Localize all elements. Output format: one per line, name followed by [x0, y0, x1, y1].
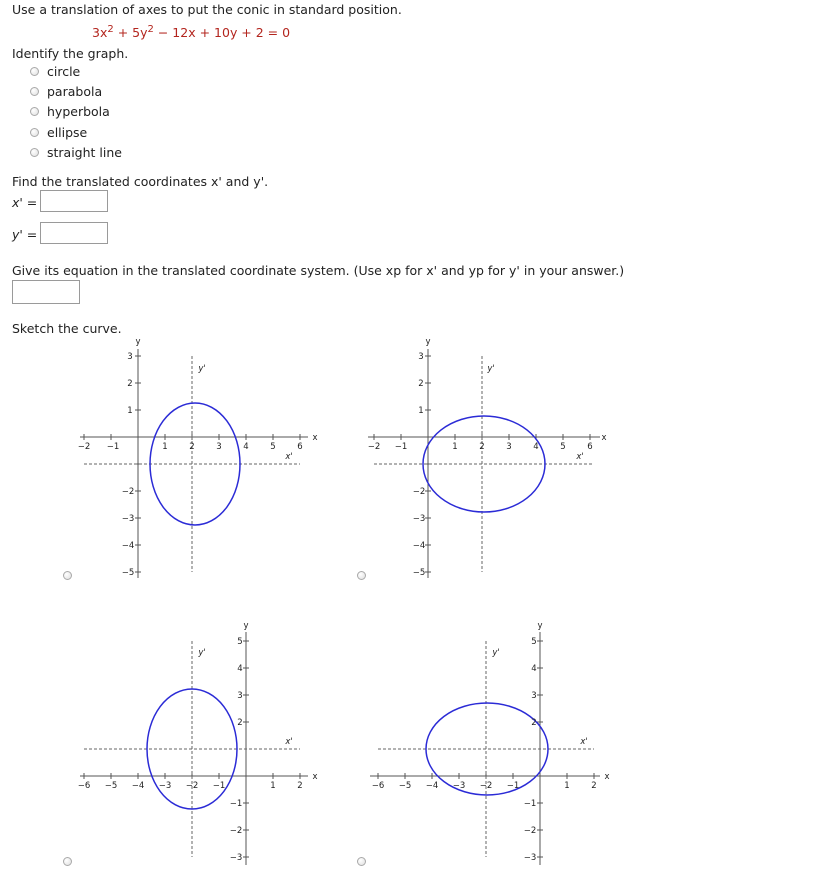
x-axis-label: x — [604, 772, 610, 782]
yprime-label: y' — [198, 648, 206, 658]
x-axis-label: x — [312, 772, 318, 782]
tick-label: −1 — [506, 781, 520, 791]
tick-label: 2 — [591, 781, 597, 791]
tick-label: 3 — [531, 691, 537, 701]
eq-term-2: + 5y — [113, 25, 148, 41]
tick-label: 4 — [237, 664, 243, 674]
eq-exp-1: 2 — [107, 24, 114, 35]
tick-label: −4 — [121, 541, 135, 551]
tick-label: 5 — [237, 637, 243, 647]
tick-label: −4 — [131, 781, 145, 791]
xprime-label: x' = — [12, 195, 38, 210]
tick-label: 6 — [297, 442, 303, 452]
x-axis-label: x — [312, 433, 318, 443]
tick-label: −2 — [523, 826, 537, 836]
y-axis-label: y — [425, 337, 431, 347]
tick-label: 1 — [162, 442, 168, 452]
xprime-label: x' — [285, 452, 293, 462]
sketch-prompt: Sketch the curve. — [12, 321, 122, 336]
tick-label: −2 — [121, 487, 135, 497]
tick-label: −5 — [412, 568, 426, 578]
tick-label: 3 — [237, 691, 243, 701]
tick-label: 5 — [560, 442, 566, 452]
tick-label: −2 — [229, 826, 243, 836]
tick-label: −2 — [185, 781, 199, 791]
tick-label: −2 — [412, 487, 426, 497]
tick-label: −5 — [121, 568, 135, 578]
tick-label: −1 — [523, 799, 537, 809]
tick-label: 1 — [564, 781, 570, 791]
tick-label: −2 — [77, 442, 91, 452]
tick-label: 4 — [243, 442, 249, 452]
tick-label: −3 — [158, 781, 172, 791]
coord-prompt: Find the translated coordinates x' and y'. — [12, 174, 269, 189]
y-axis-label: y — [243, 621, 249, 631]
y-axis-label: y — [135, 337, 141, 347]
tick-label: 5 — [531, 637, 537, 647]
xprime-label: x' — [285, 737, 293, 747]
option-label: straight line — [47, 144, 122, 160]
tick-label: 2 — [479, 442, 485, 452]
tick-label: 1 — [418, 406, 424, 416]
yprime-label: y' = — [12, 227, 38, 242]
tick-label: 2 — [297, 781, 303, 791]
tick-label: −2 — [479, 781, 493, 791]
tick-label: −3 — [452, 781, 466, 791]
tick-label: 4 — [533, 442, 539, 452]
tick-label: 3 — [127, 352, 133, 362]
identify-prompt: Identify the graph. — [12, 46, 129, 61]
yprime-label: y' — [487, 364, 495, 374]
option-label: hyperbola — [47, 104, 110, 120]
instruction-text: Use a translation of axes to put the conic in standard position. — [12, 2, 402, 17]
eq-term-3: − 12x + 10y + 2 = 0 — [153, 25, 291, 41]
eq-term-1: 3x — [92, 25, 108, 41]
tick-label: −1 — [106, 442, 120, 452]
tick-label: −6 — [371, 781, 385, 791]
tick-label: −3 — [121, 514, 135, 524]
tick-label: 2 — [127, 379, 133, 389]
tick-label: 6 — [587, 442, 593, 452]
x-axis-label: x — [601, 433, 607, 443]
option-label: circle — [47, 63, 81, 79]
tick-label: 2 — [418, 379, 424, 389]
tick-label: 3 — [506, 442, 512, 452]
tick-label: −3 — [523, 853, 537, 863]
graph-4-labels — [372, 621, 610, 863]
tick-label: −1 — [212, 781, 226, 791]
tick-label: 1 — [452, 442, 458, 452]
tick-label: −1 — [229, 799, 243, 809]
tick-label: 3 — [418, 352, 424, 362]
yprime-label: y' — [492, 648, 500, 658]
option-label: parabola — [47, 83, 103, 99]
tick-label: 5 — [270, 442, 276, 452]
tick-label: 2 — [237, 718, 243, 728]
eq-exp-2: 2 — [147, 24, 154, 35]
tick-label: −3 — [229, 853, 243, 863]
tick-label: −4 — [425, 781, 439, 791]
tick-label: 1 — [270, 781, 276, 791]
tick-label: 3 — [216, 442, 222, 452]
tick-label: −3 — [412, 514, 426, 524]
tick-label: −6 — [77, 781, 91, 791]
equation-prompt: Give its equation in the translated coordinate system. (Use xp for x' and yp for y' in your answer.) — [12, 263, 625, 278]
tick-label: −5 — [398, 781, 412, 791]
y-axis-label: y — [537, 621, 543, 631]
tick-label: −2 — [367, 442, 381, 452]
graph-4-translated-axes — [378, 641, 597, 857]
tick-label: 1 — [127, 406, 133, 416]
xprime-label: x' — [576, 452, 584, 462]
tick-label: 2 — [189, 442, 195, 452]
tick-label: 2 — [531, 718, 537, 728]
tick-label: −5 — [104, 781, 118, 791]
xprime-label: x' — [580, 737, 588, 747]
tick-label: −1 — [394, 442, 408, 452]
tick-label: −4 — [412, 541, 426, 551]
option-label: ellipse — [47, 124, 88, 140]
tick-label: 4 — [531, 664, 537, 674]
yprime-label: y' — [198, 364, 206, 374]
